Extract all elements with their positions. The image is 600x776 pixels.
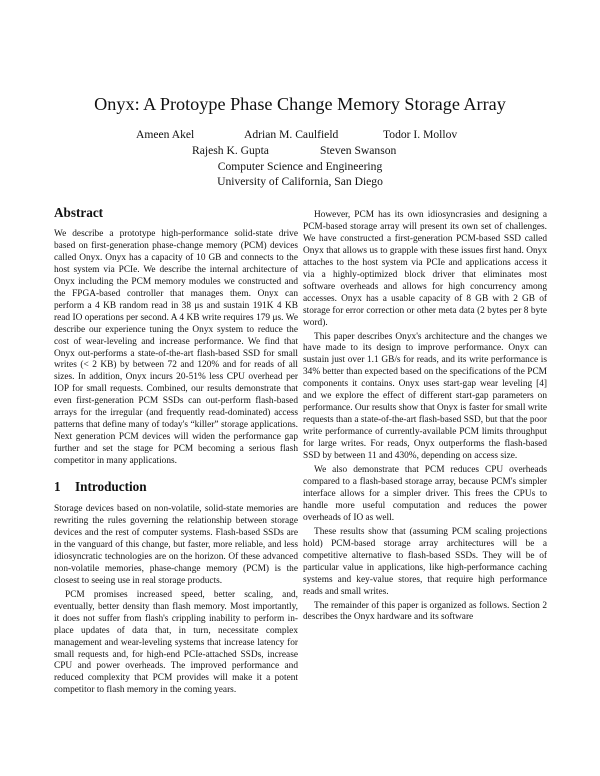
- body-paragraph: The remainder of this paper is organized as follows. Section 2 describes the Onyx hardware and its software: [303, 600, 547, 623]
- affiliation-university: University of California, San Diego: [217, 175, 383, 188]
- affiliation-department: Computer Science and Engineering: [217, 160, 383, 173]
- body-paragraph: However, PCM has its own idiosyncrasies and designing a PCM-based storage array will present its own set of challenges. We have constructed a first-generation PCM-based SSD called Onyx that allows us to grapple with these issues first hand. Onyx attaches to the host system via PCIe and applications access it via a highly-optimized block driver that eliminates most software overheads and allows for high concurrency among accesses. Onyx has a usable capacity of 8 GB with 2 GB of storage for error correction or other meta data (2 bytes per 8 byte word).: [303, 210, 547, 328]
- author-name: Ameen Akel: [136, 128, 195, 141]
- author-name: Adrian M. Caulfield: [244, 128, 339, 141]
- section-number: 1: [54, 479, 61, 495]
- body-paragraph: These results show that (assuming PCM scaling projections hold) PCM-based storage array architectures will be a competitive alternative to flash-based SSDs. They will be of particular value in applications, like high-performance caching systems and key-value stores, that require high performance reads and small writes.: [303, 526, 547, 597]
- paper-title: Onyx: A Protoype Phase Change Memory Storage Array: [94, 94, 506, 114]
- author-name: Steven Swanson: [320, 144, 397, 157]
- left-column: [54, 205, 298, 697]
- body-paragraph: PCM promises increased speed, better scaling, and, eventually, better density than flash memory. Most importantly, it does not suffer from flash's crippling inability to perform in-place updates of data that, in turn, necessitate complex management and wear-leveling systems that increase latency for small requests and, for high-end PCIe-attached SSDs, increase CPU and power overheads. The improved performance and reduced complexity that PCM provides will make it a potent competitor to flash memory in the coming years.: [54, 589, 298, 696]
- section-heading: [54, 479, 298, 495]
- abstract-heading: Abstract: [54, 205, 104, 220]
- body-paragraph: This paper describes Onyx's architecture and the changes we have made to its design to improve performance. Onyx can sustain just over 1.1 GB/s for reads, and its write performance is 34% better than expected based on the specifications of the PCM components it contains. Onyx uses start-gap wear leveling [4] and we explore the effect of different start-gap parameters on performance. Our results show that Onyx is faster for small write requests than a state-of-the-art flash-based SSD, but that the poor write performance of currently-available PCM limits throughput for large writes. For reads, Onyx outperforms the flash-based SSD by between 11 and 430%, depending on access size.: [303, 331, 547, 462]
- author-name: Rajesh K. Gupta: [192, 144, 269, 157]
- right-column: [303, 208, 547, 624]
- body-paragraph: We also demonstrate that PCM reduces CPU overheads compared to a flash-based storage array, because PCM's simpler interface allows for a simpler driver. This frees the CPUs to handle more useful computation and reduces the power overheads of IO as well.: [303, 465, 547, 523]
- body-paragraph: Storage devices based on non-volatile, solid-state memories are rewriting the rules governing the relationship between storage devices and the rest of computer systems. Flash-based SSDs are in the vanguard of this change, but faster, more reliable, and less idiosyncratic technologies are on the horizon. Of these advanced non-volatile memories, phase-change memory (PCM) is the closest to seeing use in real storage products.: [54, 504, 298, 586]
- abstract-text: We describe a prototype high-performance solid-state drive based on first-generation phase-change memory (PCM) devices called Onyx. Onyx has a capacity of 10 GB and connects to the host system via PCIe. We describe the internal architecture of Onyx including the PCM memory modules we constructed and the FPGA-based controller that manages them. Onyx can perform a 4 KB random read in 38 μs and sustain 191K 4 KB read IO operations per second. A 4 KB write requires 179 μs. We describe our experience tuning the Onyx system to reduce the cost of wear-leveling and increase performance. We find that Onyx out-performs a state-of-the-art flash-based SSD for small writes (< 2 KB) by between 72 and 120% and for reads of all sizes. In addition, Onyx incurs 20-51% less CPU overhead per IOP for small requests. Combined, our results demonstrate that even first-generation PCM SSDs can out-perform flash-based arrays for the irregular (and frequently read-dominated) access patterns that define many of today's “killer” storage applications. Next generation PCM devices will widen the performance gap further and set the stage for PCM becoming a serious flash competitor in many applications.: [54, 229, 298, 467]
- author-name: Todor I. Mollov: [383, 128, 458, 141]
- section-title: Introduction: [75, 479, 147, 495]
